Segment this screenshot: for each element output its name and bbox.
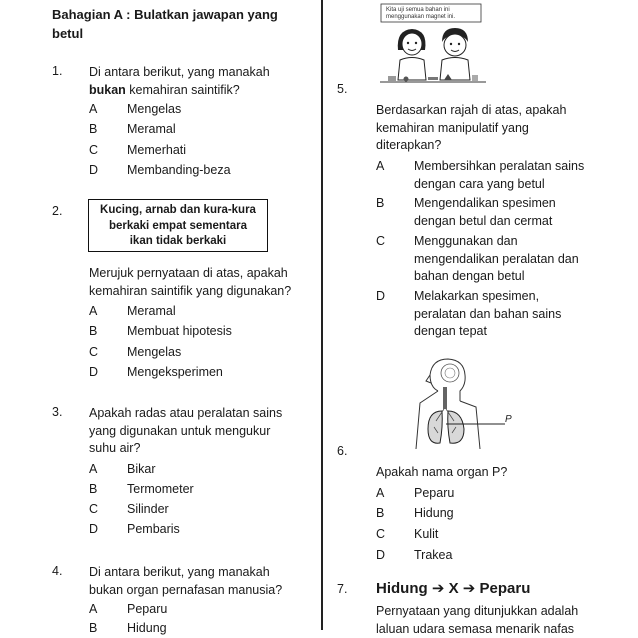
option-letter: A [89, 601, 97, 619]
question-4-number: 4. [52, 564, 76, 578]
question-5-stem [376, 102, 601, 155]
option-letter: D [89, 521, 98, 539]
option-letter: B [89, 620, 97, 638]
speech-bubble-line-1: Kita uji semua bahan ini [386, 7, 450, 13]
option-letter: B [89, 481, 97, 499]
statement-line-3: ikan tidak berkaki [89, 234, 267, 250]
stem-line-1: Di antara berikut, yang manakah [89, 564, 314, 582]
brain-icon [441, 364, 459, 382]
stem-line-1: Merujuk pernyataan di atas, apakah [89, 265, 314, 283]
stem-line-2: kemahiran saintifik yang digunakan? [89, 283, 314, 301]
statement-line-2: berkaki empat sementara [89, 219, 267, 235]
option-line-3: dengan tepat [414, 324, 487, 338]
option-text: Peparu [127, 601, 167, 619]
stem-line-3: suhu air? [89, 440, 314, 458]
stem-line-2: laluan udara semasa menarik nafas [376, 621, 616, 638]
option-letter: B [376, 195, 384, 213]
option-text: Membuat hipotesis [127, 323, 232, 341]
option-letter: A [89, 101, 97, 119]
option-text: Silinder [127, 501, 169, 519]
question-1-stem-bold: bukan [89, 83, 126, 97]
option-text: Memerhati [127, 142, 186, 160]
question-2-number: 2. [52, 204, 76, 218]
option-line-1: Melakarkan spesimen, [414, 289, 539, 303]
option-line-1: Mengendalikan spesimen [414, 196, 556, 210]
option-text: Trakea [414, 547, 452, 565]
question-6-stem [376, 464, 601, 482]
question-1-number: 1. [52, 64, 76, 78]
option-line-2: dengan betul dan cermat [414, 214, 552, 228]
option-line-1: Menggunakan dan [414, 234, 518, 248]
flow-item-1: Hidung [376, 580, 428, 597]
option-letter: A [376, 485, 384, 503]
girl-figure [398, 29, 426, 80]
option-text: Bikar [127, 461, 155, 479]
question-7-flow [376, 579, 530, 597]
option-letter: C [376, 233, 385, 251]
option-line-2: peralatan dan bahan sains [414, 307, 561, 321]
option-text: Mengeksperimen [127, 364, 223, 382]
question-6-respiratory-diagram [410, 357, 520, 452]
flow-item-2: X [449, 580, 459, 597]
option-letter: D [89, 364, 98, 382]
question-1-stem-line-1: Di antara berikut, yang manakah [89, 65, 270, 79]
option-letter: C [89, 501, 98, 519]
option-line-2: dengan cara yang betul [414, 177, 545, 191]
option-text [414, 158, 584, 193]
question-2-stem [89, 265, 314, 300]
option-text [414, 233, 579, 286]
question-3-number: 3. [52, 405, 76, 419]
option-letter: D [89, 162, 98, 180]
option-text: Termometer [127, 481, 194, 499]
question-1-stem [89, 64, 309, 99]
question-5-number: 5. [337, 82, 361, 96]
column-divider [321, 0, 323, 630]
option-text: Hidung [127, 620, 167, 638]
option-letter: C [376, 526, 385, 544]
option-text [414, 288, 561, 341]
stem-line-1: Pernyataan yang ditunjukkan adalah [376, 603, 616, 621]
speech-bubble-line-2: menggunakan magnet ini. [386, 14, 455, 20]
option-text: Kulit [414, 526, 438, 544]
head-outline [430, 359, 465, 401]
option-letter: A [376, 158, 384, 176]
option-letter: D [376, 288, 385, 306]
stem-line-1: Apakah radas atau peralatan sains [89, 405, 314, 423]
option-text: Meramal [127, 303, 176, 321]
option-text: Membanding-beza [127, 162, 231, 180]
option-letter: B [89, 323, 97, 341]
option-text: Mengelas [127, 101, 181, 119]
option-text: Hidung [414, 505, 454, 523]
option-line-1: Membersihkan peralatan sains [414, 159, 584, 173]
stem-line-2: yang digunakan untuk mengukur [89, 423, 314, 441]
option-text [414, 195, 556, 230]
flow-arrow-icon: ➔ [432, 580, 445, 597]
stem-line-1: Berdasarkan rajah di atas, apakah [376, 102, 601, 120]
option-line-3: bahan dengan betul [414, 269, 525, 283]
question-2-statement-box [88, 199, 268, 252]
question-3-stem [89, 405, 314, 458]
statement-line-1: Kucing, arnab dan kura-kura [89, 203, 267, 219]
flow-arrow-icon: ➔ [463, 580, 476, 597]
question-1-stem-line-2: kemahiran saintifik? [126, 83, 240, 97]
question-4-stem [89, 564, 314, 599]
option-letter: B [376, 505, 384, 523]
stem-line-3: diterapkan? [376, 137, 601, 155]
stem-line-2: bukan organ pernafasan manusia? [89, 582, 314, 600]
label-p: P [505, 414, 512, 425]
option-letter: C [89, 344, 98, 362]
flow-item-3: Peparu [480, 580, 531, 597]
option-letter: C [89, 142, 98, 160]
boy-figure [440, 28, 470, 80]
option-text: Peparu [414, 485, 454, 503]
option-text: Pembaris [127, 521, 180, 539]
section-heading: Bahagian A : Bulatkan jawapan yang betul [52, 5, 302, 43]
option-line-2: mengendalikan peralatan dan [414, 252, 579, 266]
question-6-number: 6. [337, 444, 361, 458]
question-5-illustration [378, 2, 490, 94]
question-7-stem [376, 603, 616, 638]
option-letter: A [89, 303, 97, 321]
stem-line-2: kemahiran manipulatif yang [376, 120, 601, 138]
option-letter: B [89, 121, 97, 139]
option-text: Meramal [127, 121, 176, 139]
option-letter: D [376, 547, 385, 565]
option-text: Mengelas [127, 344, 181, 362]
stem-line-1: Apakah nama organ P? [376, 464, 601, 482]
question-7-number: 7. [337, 582, 361, 596]
left-lung-icon [428, 411, 442, 443]
option-letter: A [89, 461, 97, 479]
